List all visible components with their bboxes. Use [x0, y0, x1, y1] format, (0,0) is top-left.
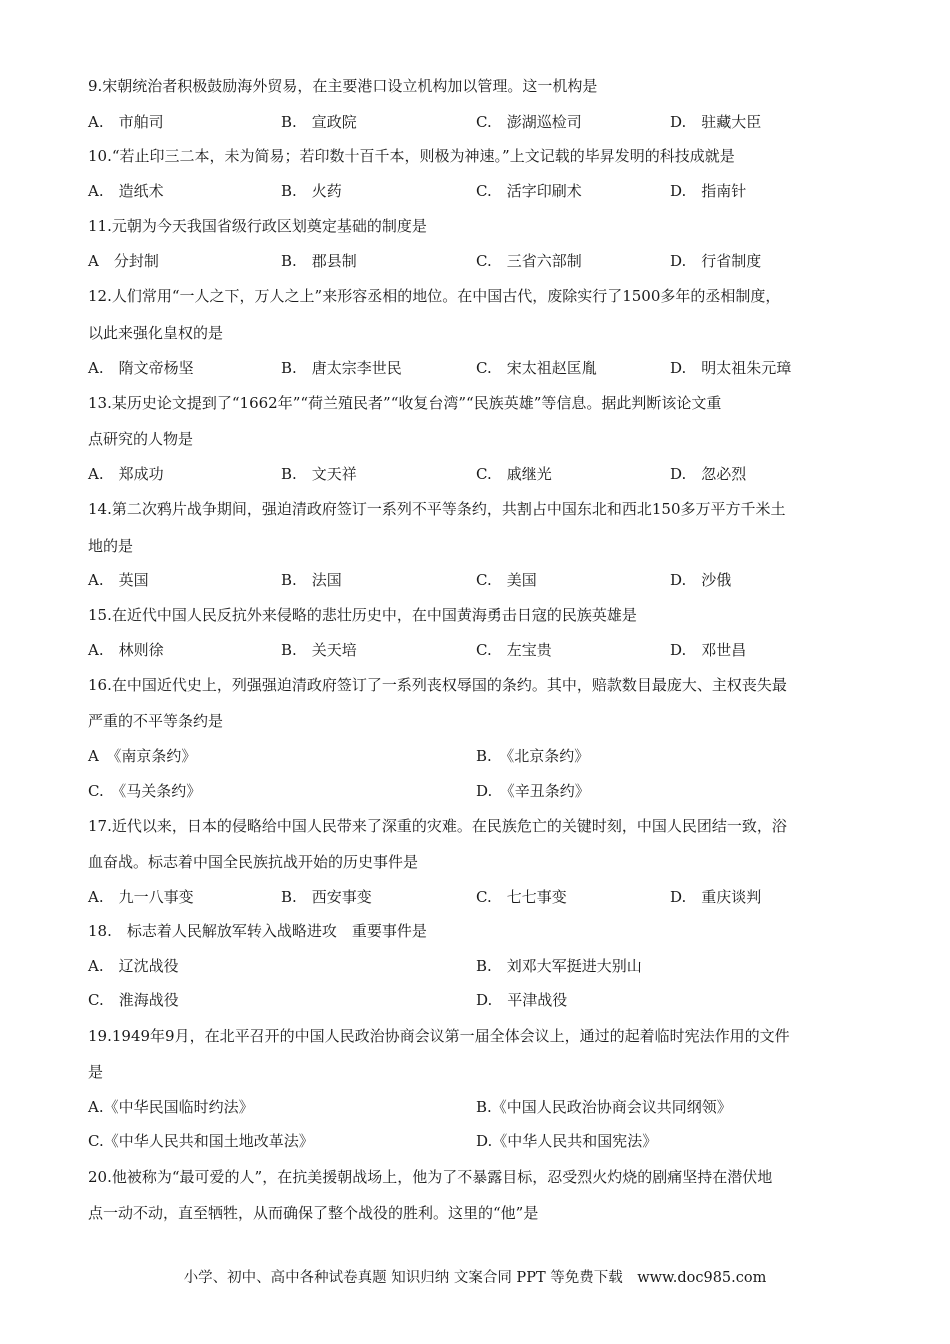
- question-19-stem-line2: 是: [88, 1063, 104, 1081]
- q19-option-c: C.《中华人民共和国土地改革法》: [88, 1132, 314, 1150]
- q12-option-d: D. 明太祖朱元璋: [670, 359, 792, 377]
- q9-option-c: C. 澎湖巡检司: [476, 113, 582, 131]
- question-20-stem-line1: 20.他被称为“最可爱的人”，在抗美援朝战场上，他为了不暴露目标，忍受烈火灼烧的剧痛坚持在潜伏地: [88, 1168, 773, 1186]
- question-10-stem: 10.“若止印三二本，未为简易；若印数十百千本，则极为神速。”上文记载的毕昇发明的科技成就是: [88, 147, 735, 165]
- q12-option-b: B. 唐太宗李世民: [281, 359, 402, 377]
- q18-option-b: B. 刘邓大军挺进大别山: [476, 957, 642, 975]
- q10-option-b: B. 火药: [281, 182, 342, 200]
- q9-option-b: B. 宣政院: [281, 113, 357, 131]
- q17-option-b: B. 西安事变: [281, 888, 372, 906]
- question-9-stem: 9.宋朝统治者积极鼓励海外贸易，在主要港口设立机构加以管理。这一机构是: [88, 77, 598, 95]
- question-18-stem: 18. 标志着人民解放军转入战略进攻 重要事件是: [88, 922, 427, 940]
- q17-option-a: A. 九一八事变: [88, 888, 194, 906]
- q19-option-b: B.《中国人民政治协商会议共同纲领》: [476, 1098, 732, 1116]
- q10-option-d: D. 指南针: [670, 182, 747, 200]
- question-14-stem-line1: 14.第二次鸦片战争期间，强迫清政府签订一系列不平等条约，共割占中国东北和西北150多万平方千米土: [88, 500, 786, 518]
- q14-option-d: D. 沙俄: [670, 571, 732, 589]
- q12-option-a: A. 隋文帝杨坚: [88, 359, 194, 377]
- question-20-stem-line2: 点一动不动，直至牺牲，从而确保了整个战役的胜利。这里的“他”是: [88, 1204, 539, 1222]
- question-17-stem-line2: 血奋战。标志着中国全民族抗战开始的历史事件是: [88, 853, 419, 871]
- question-14-stem-line2: 地的是: [88, 537, 134, 555]
- question-13-stem-line1: 13.某历史论文提到了“1662年”“荷兰殖民者”“收复台湾”“民族英雄”等信息。据此判断该论文重: [88, 394, 722, 412]
- q18-option-a: A. 辽沈战役: [88, 957, 179, 975]
- q19-option-d: D.《中华人民共和国宪法》: [476, 1132, 658, 1150]
- q15-option-a: A. 林则徐: [88, 641, 164, 659]
- question-17-stem-line1: 17.近代以来，日本的侵略给中国人民带来了深重的灾难。在民族危亡的关键时刻，中国人民团结一致，浴: [88, 817, 787, 835]
- question-19-stem-line1: 19.1949年9月，在北平召开的中国人民政治协商会议第一届全体会议上，通过的起着临时宪法作用的文件: [88, 1027, 790, 1045]
- question-16-stem-line1: 16.在中国近代史上，列强强迫清政府签订了一系列丧权辱国的条约。其中，赔款数目最庞大、主权丧失最: [88, 676, 787, 694]
- q18-option-d: D. 平津战役: [476, 991, 568, 1009]
- q14-option-a: A. 英国: [88, 571, 149, 589]
- q17-option-d: D. 重庆谈判: [670, 888, 762, 906]
- q19-option-a: A.《中华民国临时约法》: [88, 1098, 254, 1116]
- q10-option-a: A. 造纸术: [88, 182, 164, 200]
- q12-option-c: C. 宋太祖赵匡胤: [476, 359, 597, 377]
- question-13-stem-line2: 点研究的人物是: [88, 430, 194, 448]
- q9-option-d: D. 驻藏大臣: [670, 113, 762, 131]
- q10-option-c: C. 活字印刷术: [476, 182, 582, 200]
- question-15-stem: 15.在近代中国人民反抗外来侵略的悲壮历史中，在中国黄海勇击日寇的民族英雄是: [88, 606, 637, 624]
- question-12-stem-line2: 以此来强化皇权的是: [88, 324, 224, 342]
- question-16-stem-line2: 严重的不平等条约是: [88, 712, 224, 730]
- q15-option-c: C. 左宝贵: [476, 641, 552, 659]
- q11-option-a: A 分封制: [88, 252, 159, 270]
- page-footer: 小学、初中、高中各种试卷真题 知识归纳 文案合同 PPT 等免费下载 www.doc985.com: [183, 1270, 767, 1286]
- question-11-stem: 11.元朝为今天我国省级行政区划奠定基础的制度是: [88, 217, 427, 235]
- q11-option-b: B. 郡县制: [281, 252, 357, 270]
- q13-option-c: C. 戚继光: [476, 465, 552, 483]
- q17-option-c: C. 七七事变: [476, 888, 567, 906]
- q14-option-c: C. 美国: [476, 571, 537, 589]
- q18-option-c: C. 淮海战役: [88, 991, 179, 1009]
- q11-option-d: D. 行省制度: [670, 252, 762, 270]
- q15-option-b: B. 关天培: [281, 641, 357, 659]
- q16-option-a: A 《南京条约》: [88, 747, 197, 765]
- q9-option-a: A. 市舶司: [88, 113, 164, 131]
- q13-option-a: A. 郑成功: [88, 465, 164, 483]
- q14-option-b: B. 法国: [281, 571, 342, 589]
- q11-option-c: C. 三省六部制: [476, 252, 582, 270]
- q16-option-b: B. 《北京条约》: [476, 747, 590, 765]
- q15-option-d: D. 邓世昌: [670, 641, 747, 659]
- q13-option-b: B. 文天祥: [281, 465, 357, 483]
- q16-option-d: D. 《辛丑条约》: [476, 782, 590, 800]
- question-12-stem-line1: 12.人们常用“一人之下，万人之上”来形容丞相的地位。在中国古代，废除实行了1500多年的丞相制度，: [88, 287, 781, 305]
- q13-option-d: D. 忽必烈: [670, 465, 747, 483]
- q16-option-c: C. 《马关条约》: [88, 782, 202, 800]
